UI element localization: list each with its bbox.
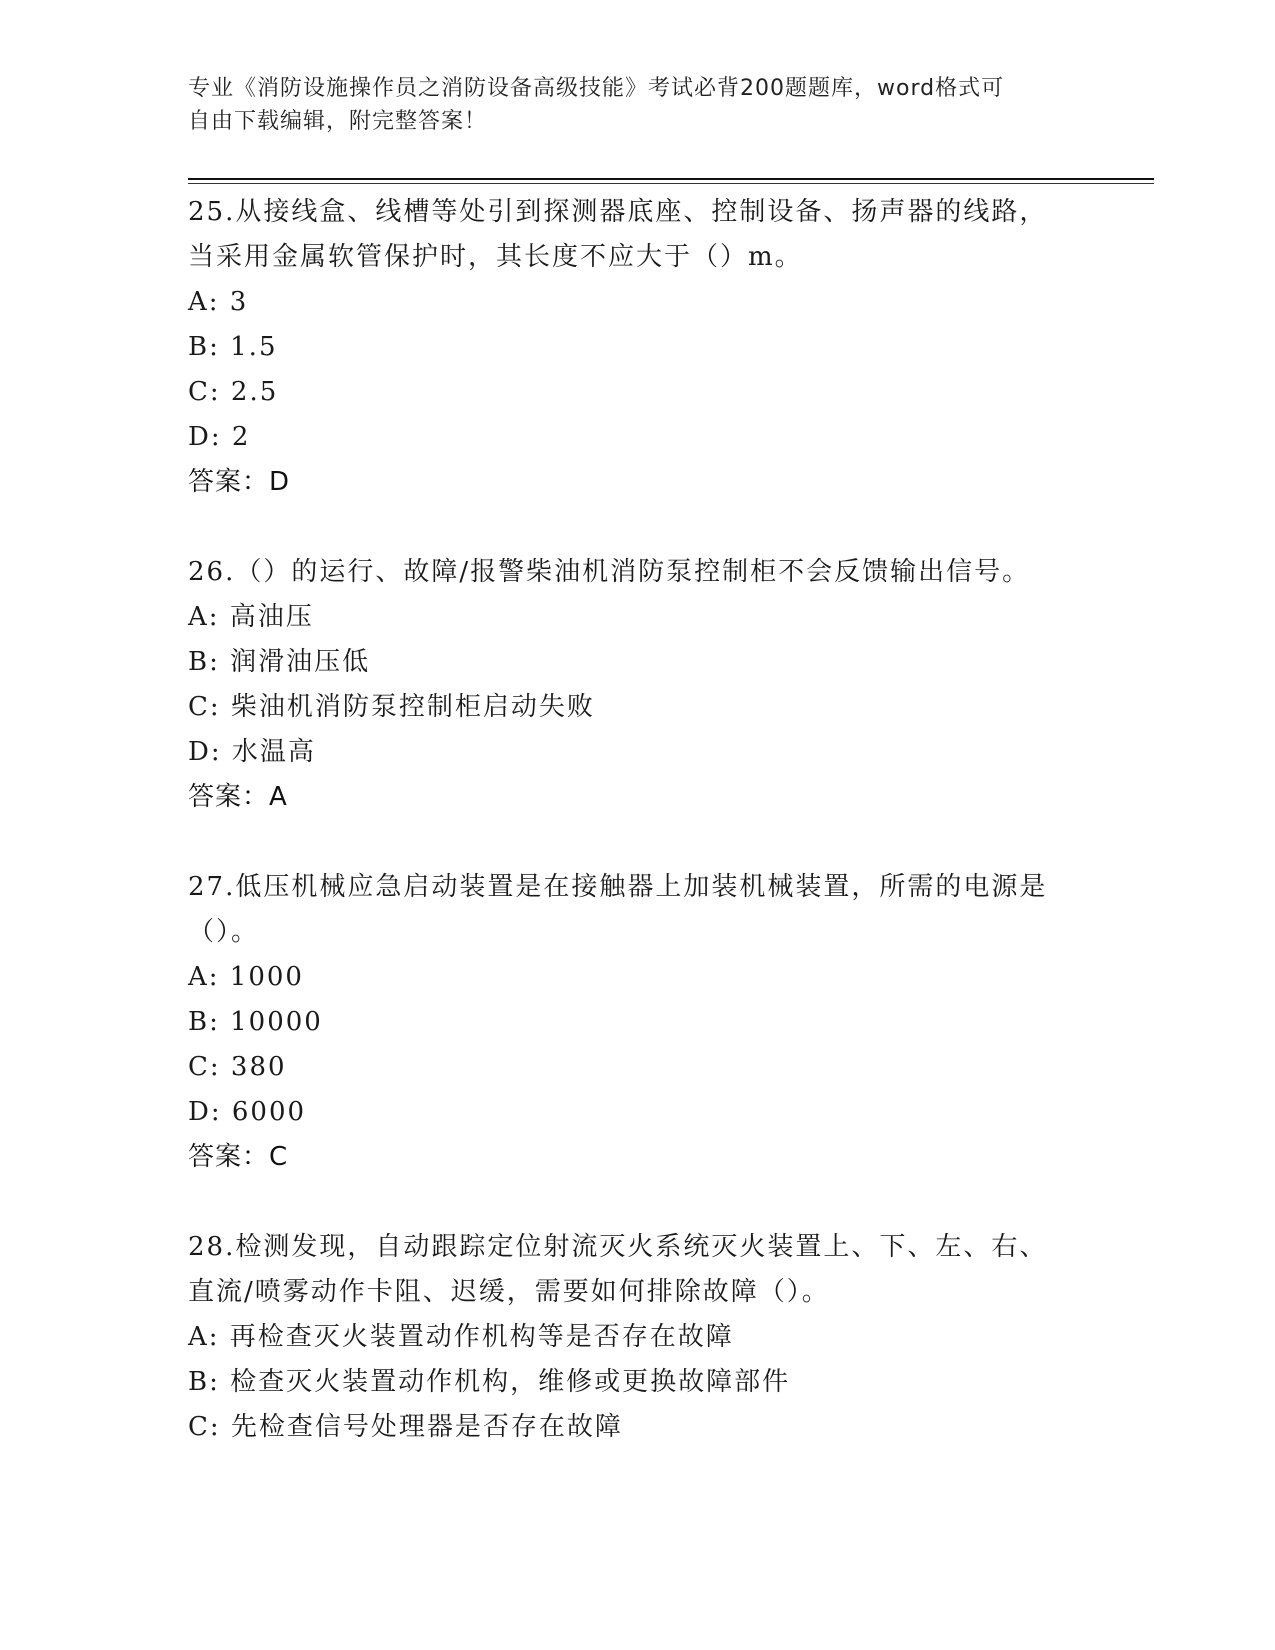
option-c: C: 柴油机消防泵控制柜启动失败 [188,692,595,722]
question-28 [188,1225,1108,1450]
header-divider-thick [188,178,1154,180]
question-stem: 28.检测发现，自动跟踪定位射流灭火系统灭火装置上、下、左、右、 [188,1232,1048,1262]
question-stem: 25.从接线盒、线槽等处引到探测器底座、控制设备、扬声器的线路， [188,197,1048,227]
option-d: D: 2 [188,422,251,452]
question-list [188,190,1108,1495]
document-header [188,72,1088,138]
option-b: B: 10000 [188,1007,323,1037]
answer-label: 答案：C [188,1142,289,1172]
header-divider-thin [188,183,1154,184]
question-stem-continued: 直流/喷雾动作卡阻、迟缓，需要如何排除故障（）。 [188,1277,830,1307]
question-stem-continued: 当采用金属软管保护时，其长度不应大于（）m。 [188,242,803,272]
option-c: C: 先检查信号处理器是否存在故障 [188,1412,623,1442]
header-line-1: 专业《消防设施操作员之消防设备高级技能》考试必背200题题库，word格式可 [188,76,1005,101]
answer-label: 答案：D [188,467,291,497]
option-b: B: 检查灭火装置动作机构，维修或更换故障部件 [188,1367,791,1397]
option-a: A: 高油压 [188,602,314,632]
question-26 [188,550,1108,820]
question-25 [188,190,1108,505]
question-stem: 27.低压机械应急启动装置是在接触器上加装机械装置，所需的电源是 [188,872,1048,902]
question-stem-continued: （）。 [188,917,260,947]
question-stem: 26.（）的运行、故障/报警柴油机消防泵控制柜不会反馈输出信号。 [188,557,1031,587]
option-b: B: 1.5 [188,332,278,362]
option-a: A: 再检查灭火装置动作机构等是否存在故障 [188,1322,734,1352]
option-d: D: 6000 [188,1097,307,1127]
question-27 [188,865,1108,1180]
option-d: D: 水温高 [188,737,316,767]
option-a: A: 3 [188,287,249,317]
header-line-2: 自由下载编辑，附完整答案！ [188,109,488,134]
answer-label: 答案：A [188,782,288,812]
option-c: C: 2.5 [188,377,279,407]
option-c: C: 380 [188,1052,287,1082]
option-b: B: 润滑油压低 [188,647,371,677]
option-a: A: 1000 [188,962,304,992]
